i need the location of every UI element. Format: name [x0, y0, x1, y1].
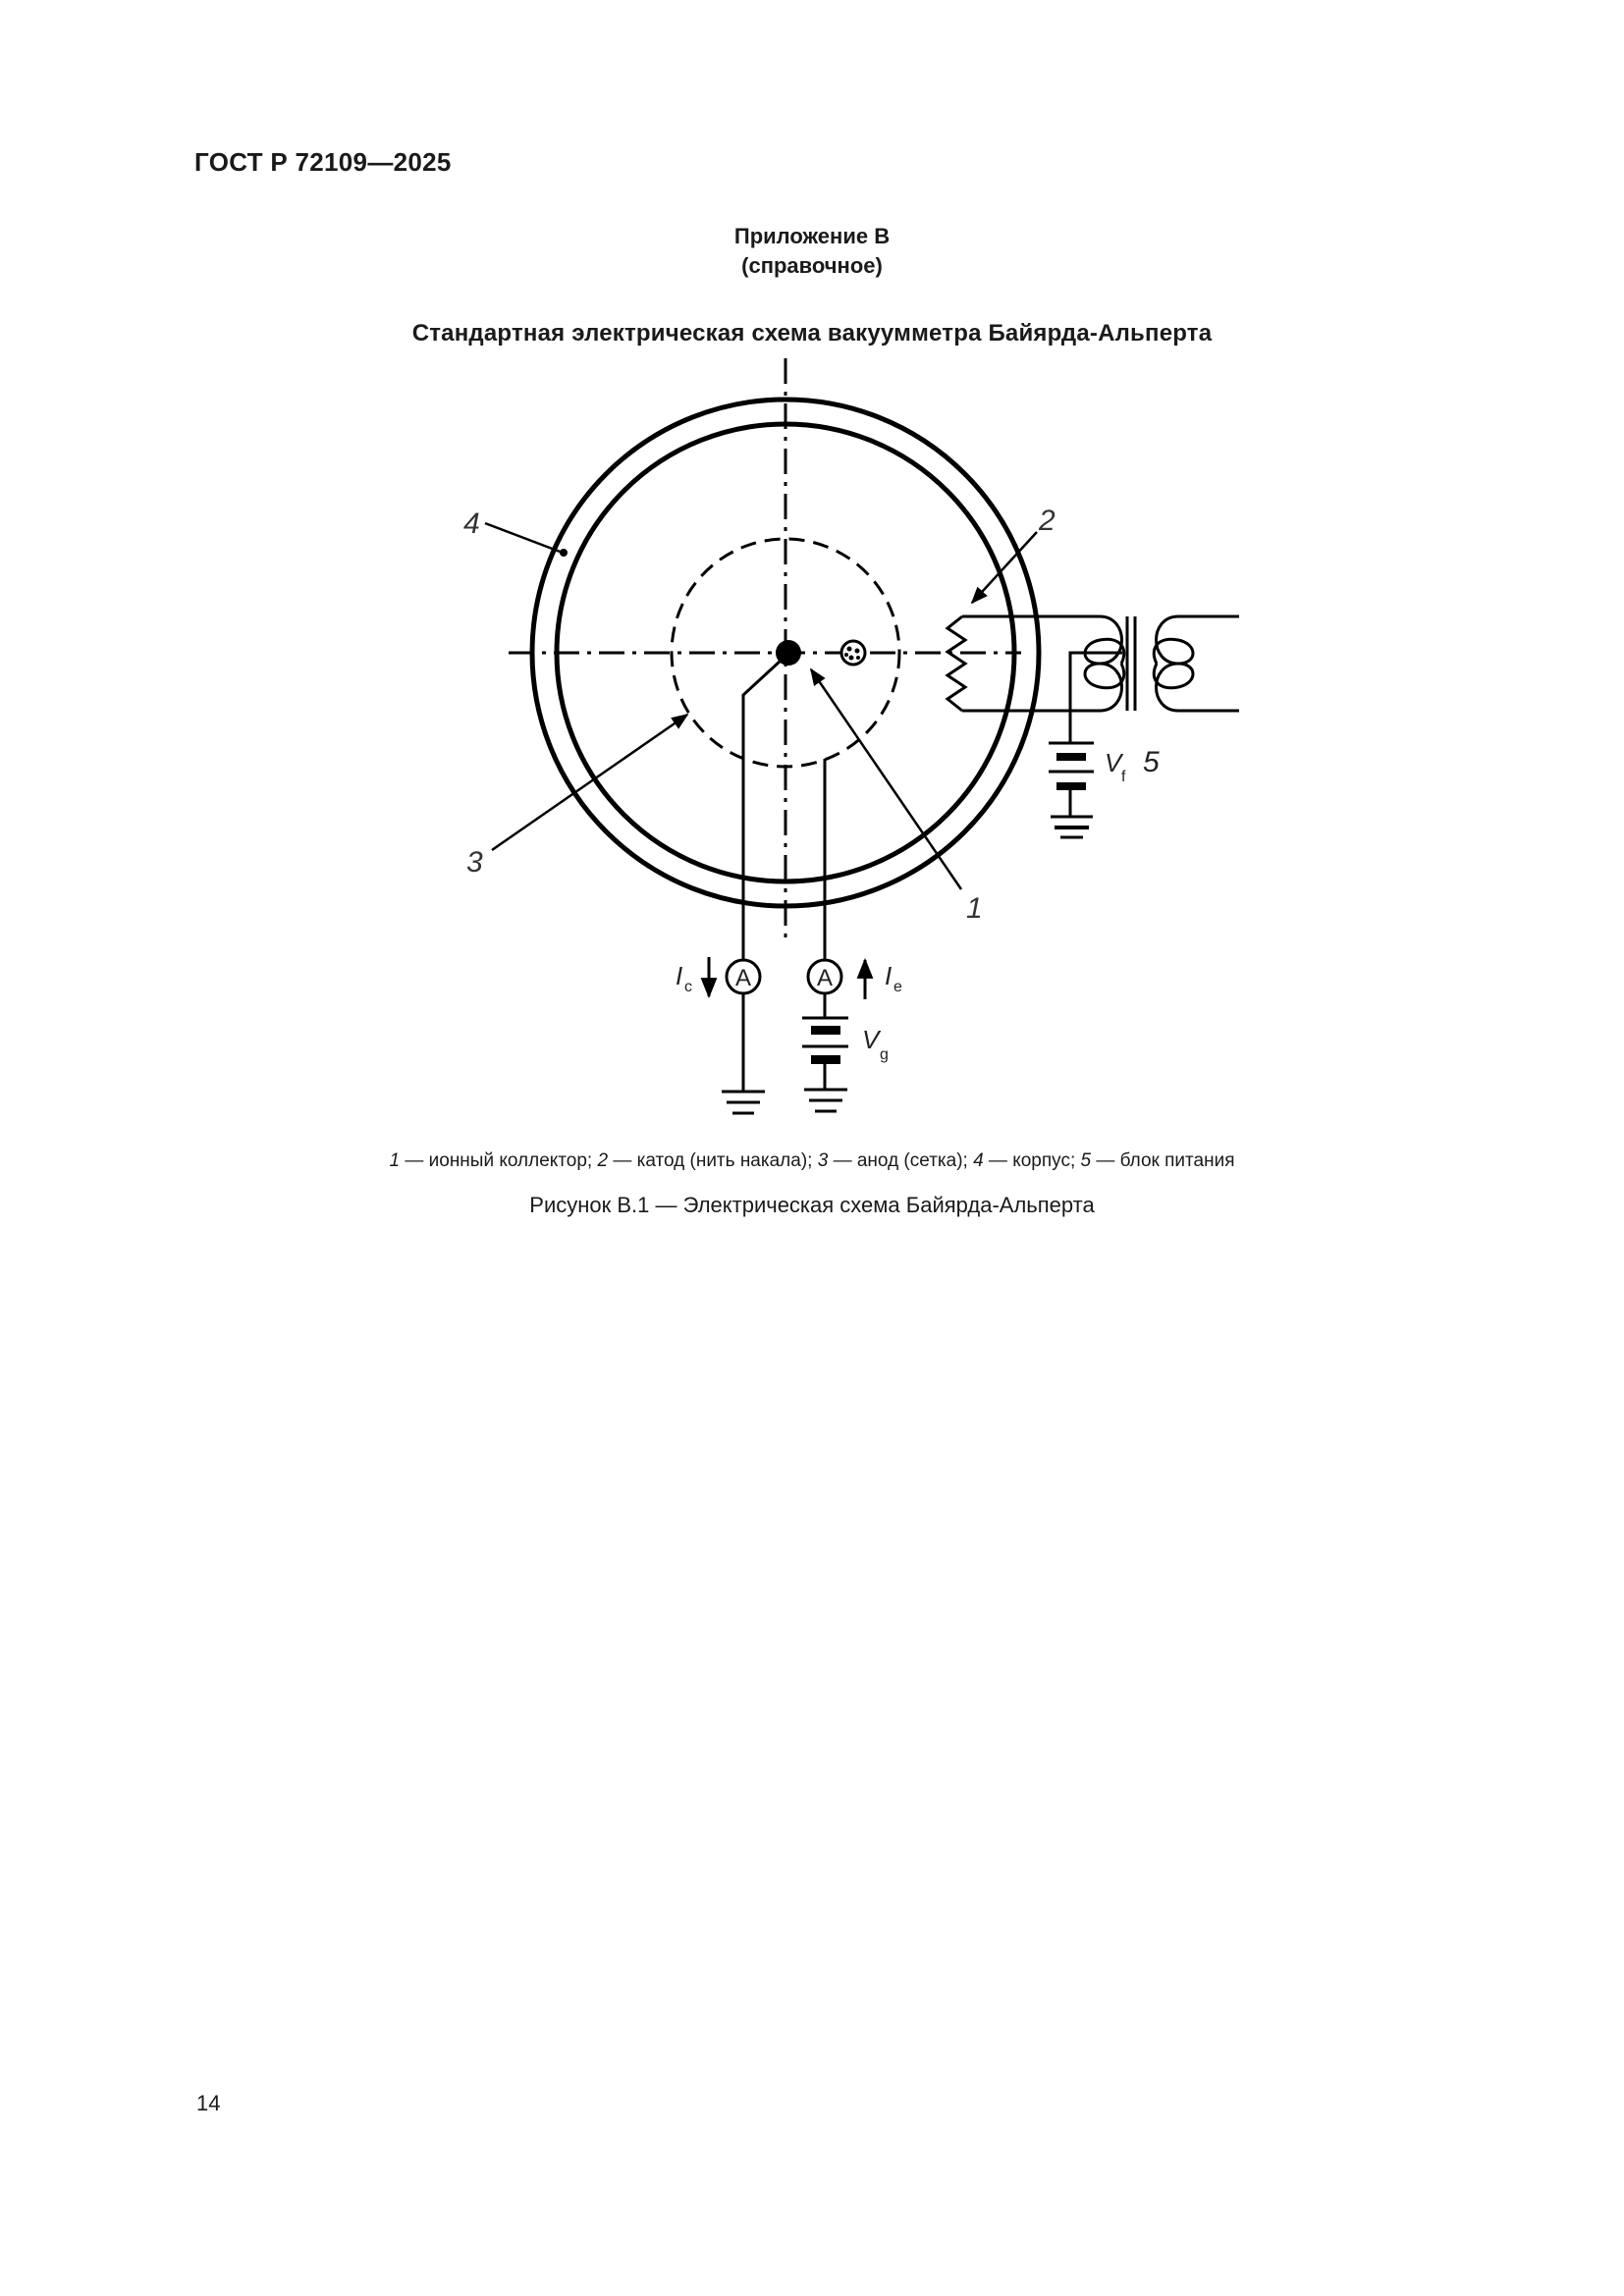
svg-text:A: A — [734, 965, 752, 991]
legend-num-5: 5 — [1080, 1150, 1092, 1171]
figure-legend: 1 — ионный коллектор; 2 — катод (нить накала); 3 — анод (сетка); 4 — корпус; 5 — блок питания — [389, 1150, 1235, 1171]
vg-battery — [802, 1018, 848, 1111]
collector-lead — [743, 661, 781, 967]
svg-text:e: e — [893, 979, 902, 995]
annex-title: Приложение В — [733, 224, 891, 248]
svg-text:c: c — [684, 979, 692, 995]
callout-4: 4 — [463, 507, 480, 540]
figure-caption: Рисунок В.1 — Электрическая схема Байярда-Альперта — [529, 1193, 1095, 1217]
ic-label: I — [676, 961, 683, 990]
legend-num-1: 1 — [389, 1150, 401, 1171]
collector-ground — [722, 1092, 765, 1113]
legend-num-4: 4 — [973, 1150, 984, 1171]
leader-3 — [492, 715, 687, 850]
page-number: 14 — [196, 2091, 221, 2115]
annex-status: (справочное) — [741, 253, 883, 278]
legend-num-2: 2 — [597, 1150, 609, 1171]
svg-text:g: g — [880, 1046, 889, 1063]
leader-4 — [485, 523, 563, 553]
legend-num-3: 3 — [817, 1150, 829, 1171]
section-title: Стандартная электрическая схема вакуумметра Байярда-Альперта — [411, 320, 1213, 347]
vf-battery — [1049, 743, 1094, 837]
ie-label: I — [885, 961, 893, 990]
vf-label: V — [1105, 748, 1122, 777]
callout-5: 5 — [1143, 746, 1160, 778]
document-id: ГОСТ Р 72109—2025 — [194, 147, 452, 177]
transformer — [1070, 616, 1239, 743]
svg-text:A: A — [816, 965, 834, 991]
svg-text:f: f — [1121, 769, 1126, 785]
cathode-filament — [947, 616, 965, 711]
filament-support-dot — [841, 641, 865, 665]
callout-1: 1 — [966, 892, 983, 925]
callout-3: 3 — [466, 846, 483, 879]
vg-label: V — [862, 1025, 880, 1054]
callout-2: 2 — [1039, 505, 1056, 537]
